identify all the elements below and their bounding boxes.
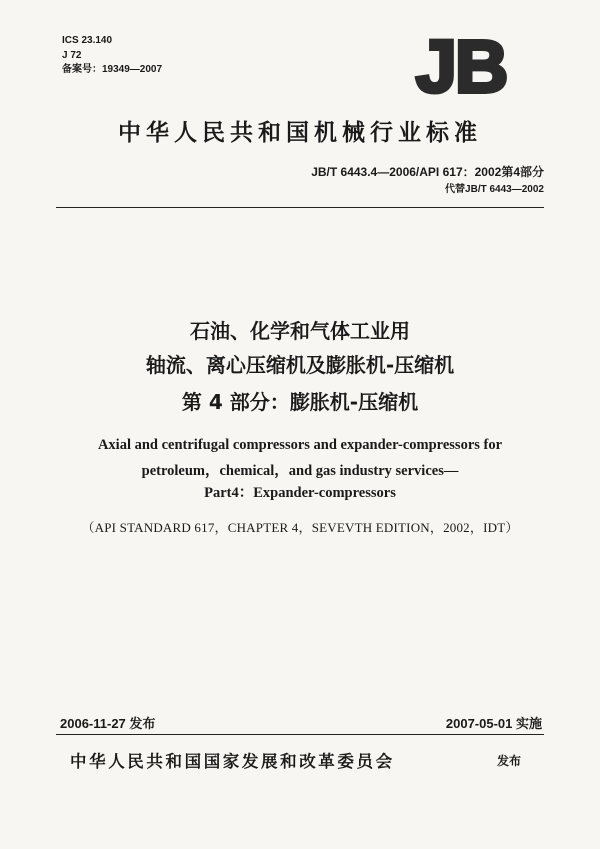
title-cn-line1: 石油、化学和气体工业用 <box>190 319 410 343</box>
title-en-line3: Part4：Expander-compressors <box>204 485 396 501</box>
replaces-standard: 代替JB/T 6443—2002 <box>445 184 544 195</box>
record-number: 备案号：19349—2007 <box>62 64 163 75</box>
org-title: 中华人民共和国机械行业标准 <box>118 120 482 146</box>
title-en-line1: Axial and centrifugal compressors and expander-compressors for <box>97 437 503 453</box>
standard-number: JB/T 6443.4—2006/API 617：2002第4部分 <box>311 165 544 179</box>
title-cn-line2: 轴流、离心压缩机及膨胀机-压缩机 <box>145 353 455 377</box>
divider-top <box>56 207 544 208</box>
logo-text: JB <box>415 34 507 96</box>
title-en-line2: petroleum，chemical，and gas industry services— <box>141 463 459 479</box>
issue-date: 2006-11-27 发布 <box>60 716 156 731</box>
jb-logo <box>405 34 517 96</box>
divider-bottom <box>56 734 544 735</box>
adoption-statement: （API STANDARD 617，CHAPTER 4，SEVEVTH EDITION，2002，IDT） <box>81 520 519 535</box>
title-cn-line3: 第 4 部分：膨胀机-压缩机 <box>181 390 419 414</box>
ics-code: ICS 23.140 <box>62 35 113 46</box>
classification-code: J 72 <box>62 50 82 61</box>
publisher-suffix: 发布 <box>497 754 522 768</box>
publisher-name: 中华人民共和国国家发展和改革委员会 <box>70 752 395 771</box>
implementation-date: 2007-05-01 实施 <box>445 716 542 731</box>
